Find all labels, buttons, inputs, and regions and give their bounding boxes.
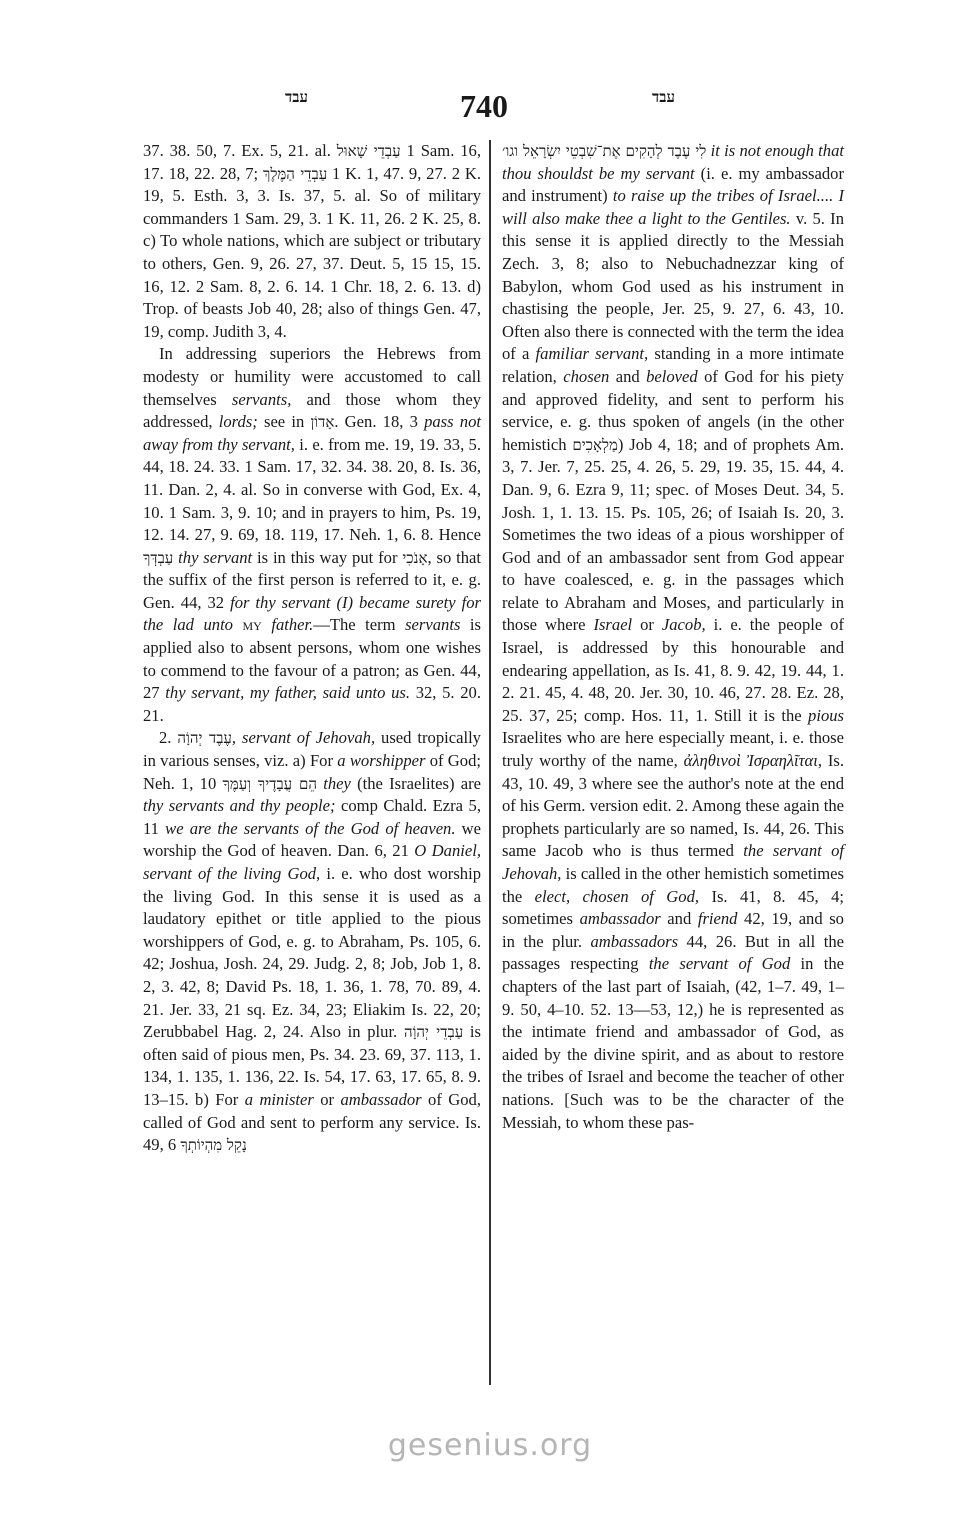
text: is applied also to absent persons, whom one wishes to commend to the favour of a patron; as Gen. 44, 27 [143,615,481,703]
text: —The term [313,615,406,635]
text: or [313,1089,341,1109]
text: comp Chald. Ezra 5, 11 [143,796,481,838]
text: ) Job 4, 18; and of prophets Am. 3, 7. Jer. 7, 25. 25, 4. 26, 5. 29, 19. 35, 15. 44, 4. Dan. 9, 6. Ezra 9, 11; spec. of Moses Deut. 34, 5. Josh. 1, 1. 13. 15. Ps. 105, 26; of Isaiah Is. 20, 3. Sometimes the two ideas of a pious worshipper of God and of an ambassador sent from God appear to have coalesced, e. g. in the passages which relate to Abraham and Moses, and particularly in those where [502,434,844,635]
text: 42, 19, and so in the plur. [502,909,844,951]
italic-text: a minister [244,1089,314,1109]
text: of God, called of God and sent to perform any service. Is. 49, 6 [143,1089,481,1155]
italic-text: friend [697,909,738,929]
text: used tropically in various senses, viz. a) For [143,728,481,771]
italic-text: ambassador [579,909,661,929]
watermark: gesenius.org [387,1428,593,1463]
hebrew-word: אָנֹכִי [402,548,428,567]
text: is in this way put for [252,547,403,567]
text: i. e. the people of Israel, is addressed by this honourable and endearing appellation, as Is. 41, 8. 9. 42, 19. 44, 1. 2. 21. 45, 4. 48, 20. Jer. 30, 10. 46, 27. 28. Ez. 28, 25. 37, 25; comp. Hos. 11, 1. Still it is the [502,615,844,725]
text: of God; Neh. 1, 10 [143,751,481,793]
hebrew-word: לִי עֶבֶד לְהָקִים אֶת־שִׁבְטֵי יִשְׂרָאֵל וגו׳ [502,142,707,160]
italic-text: ambassadors [590,931,679,951]
italic-text: O Daniel, servant of the living God, [143,841,481,883]
italic-text: beloved [646,366,698,386]
italic-text: a worshipper [337,751,426,771]
left-para-2 [143,343,481,727]
italic-text: we are the servants of the God of heaven. [165,818,456,838]
italic-text: for thy servant (I) became surety for the lad unto [143,592,481,635]
italic-text: chosen [563,366,610,386]
text: and those whom they addressed, [143,389,481,432]
italic-text: to raise up the tribes of Israel.... I will also make thee a light to the Gentiles. [502,186,844,228]
text: is often said of pious men, Ps. 34. 23. 69, 37. 113, 1. 134, 1. 135, 1. 136, 22. Is. 54, 17. 63, 17. 65, 8. 9. 13–15. b) For [143,1022,481,1109]
text: v. 5. In this sense it is applied directly to the Messiah Zech. 3, 8; also to Nebuchadnezzar king of Babylon, whom God used as his instrument in chastising the people, Jer. 25, 9. 27, 6. 43, 10. Often also there is connected with the term the idea of a [502,208,844,364]
italic-text: thy servants and thy people; [143,796,336,816]
text: is called in the other hemistich sometimes the [502,864,844,906]
italic-text: thy servant, my father, said unto us. [165,683,411,703]
hebrew-word: הֵם עֲבָדֶיךָ וְעַמֶּךָ [222,774,317,793]
italic-text: the servant of God [648,954,791,974]
text: , so that the suffix of the first person is referred to it, e. g. Gen. 44, 32 [143,547,481,612]
text: (i. e. my ambassador and instrument) [502,163,844,206]
text: 1 Sam. 16, 17. 18, 22. 28, 7; [143,141,481,183]
left-column [143,140,481,1157]
hebrew-word: עַבְדְּךָ [143,548,174,567]
small-caps-text: my [232,615,262,635]
page-header [0,88,980,128]
hebrew-word: מַלְאָכִים [572,435,618,454]
text: (the Israelites) are [350,773,481,793]
italic-text: Jacob, [661,615,706,635]
hebrew-word: נָקֵל מִהְיוֹתְךָ [180,1136,247,1155]
italic-text: the servant of Jehovah, [502,841,844,883]
hebrew-word: אָדוֹן [310,413,335,432]
right-column [502,140,844,1134]
text: . Gen. 18, 3 [334,412,425,432]
italic-text: they [317,773,351,793]
text: In addressing superiors the Hebrews from modesty or humility were accustomed to call themselves [143,344,481,409]
text: or [632,615,662,635]
right-headword: עבד [652,88,675,106]
greek-text: ἀληθινοὶ Ἰσραηλῖται, [683,751,823,771]
text: i. e. from me. 19, 19. 33, 5. 44, 18. 24. 33. 1 Sam. 17, 32. 34. 38. 20, 8. Is. 36, 11. Dan. 2, 4. al. So in converse with God, Ex. 4, 10. 1 Sam. 3, 9. 10; and in prayers to him, Ps. 19, 12. 14. 27, 9. 69, 18. 119, 17. Neh. 1, 6. 8. Hence [143,434,481,545]
italic-text: servants [405,615,461,635]
page-number: 740 [460,88,508,124]
left-para-1 [143,140,481,343]
italic-text: lords; [218,412,258,432]
left-para-3 [143,727,481,1156]
italic-text: , servant of Jehovah, [231,728,376,748]
italic-text: it is not enough that thou shouldst be my servant [502,141,844,183]
text: and [609,366,647,386]
italic-text: thy servant [173,547,253,567]
italic-text: Israel [593,615,633,635]
italic-text: father. [261,615,314,635]
hebrew-word: עַבְדֵי יְהוָֹה [403,1023,464,1042]
left-headword: עבד [285,88,308,106]
text: we worship the God of heaven. Dan. 6, 21 [143,818,481,861]
text: 2. [159,728,178,748]
italic-text: familiar servant, [535,344,649,364]
italic-text: pass not away from thy servant, [143,412,481,454]
text: i. e. who dost worship the living God. In this sense it is used as a laudatory epithet or title applied to the pious worshippers of God, e. g. to Abraham, Ps. 105, 6. 42; Joshua, Josh. 24, 29. Judg. 2, 8; Job, Job 1, 8. 2, 3. 42, 8; David Ps. 18, 1. 36, 1. 78, 70. 89, 4. 21. Jer. 33, 21 sq. Ez. 34, 23; Eliakim Is. 22, 20; Zerubbabel Hag. 2, 24. Also in plur. [143,864,481,1042]
hebrew-word: עַבְדֵי הַמֶּלֶךְ [262,164,328,183]
column-divider [489,140,491,1385]
italic-text: elect, chosen of God, [534,886,700,906]
hebrew-word: עֶבֶד יְהוָֹה [177,729,232,748]
text: of God for his piety and approved fidelity, and sent to perform his service, e. g. thus spoken of angels (in the other hemistich [502,366,844,454]
text: 37. 38. 50, 7. Ex. 5, 21. al. [143,141,337,160]
text: in the chapters of the last part of Isaiah, (42, 1–7. 49, 1–9. 50, 4–10. 52. 13—53, 12,) he is represented as the intimate friend and ambassador of God, as aided by the divine spirit, and as about to restore the tribes of Israel and become the teacher of other nations. [Such was to be the character of the Messiah, to whom these pas- [502,954,844,1132]
text: Israelites who are here especially meant, i. e. those truly worthy of the name, [502,728,844,771]
text: 32, 5. 20. 21. [143,683,481,725]
text: Is. 43, 10. 49, 3 where see the author's note at the end of his Germ. version edit. 2. Among these again the prophets particularly are so named, Is. 44, 26. This same Jacob who is thus termed [502,751,844,861]
text: standing in a more intimate relation, [502,344,845,386]
italic-text: servants, [231,389,292,409]
text: Is. 41, 8. 45, 4; sometimes [502,886,844,929]
right-para-1 [502,140,844,1134]
text: and [660,909,698,929]
text: see in [257,412,311,432]
text: 1 K. 1, 47. 9, 27. 2 K. 19, 5. Esth. 3, 3. Is. 37, 5. al. So of military commanders 1 Sam. 29, 3. 1 K. 11, 26. 2 K. 25, 8. c) To whole nations, which are subject or tributary to others, Gen. 9, 26. 27, 37. Deut. 5, 15 15, 15. 16, 12. 2 Sam. 8, 2. 6. 14. 1 Chr. 18, 2. 6. 13. d) Trop. of beasts Job 40, 28; also of things Gen. 47, 19, comp. Judith 3, 4. [143,163,481,341]
italic-text: ambassador [340,1089,422,1109]
hebrew-word: עַבְדֵי שָׁאוּל [336,142,401,160]
italic-text: pious [808,705,844,725]
text: 44, 26. But in all the passages respecting [502,931,844,974]
